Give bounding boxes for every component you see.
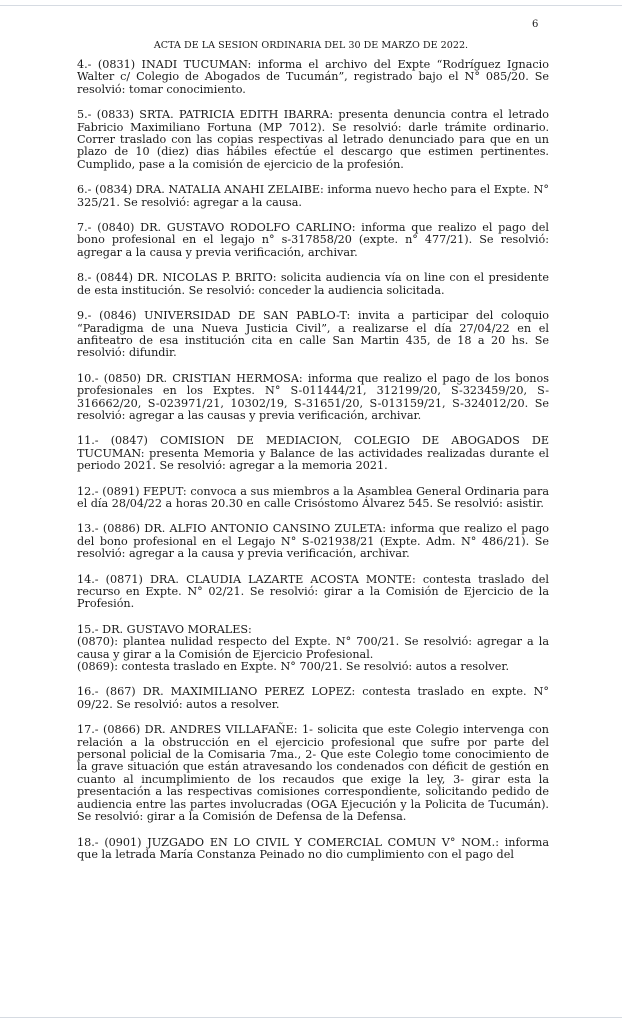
agenda-item-text: 10.- (0850) DR. CRISTIAN HERMOSA: informa que realizo el pago de los bonos profesionales en los Exptes. N° S-011444/21, 312199/20, S-323459/20, S- 316662/20, S-023971/21, 10302/19, S-31651/20, S-013159/21, S-324012/20. Se resolvió: agregar a las causas y previa verificación, archivar. (77, 371, 549, 422)
agenda-item-text: 18.- (0901) JUZGADO EN LO CIVIL Y COMERCIAL COMUN V° NOM.: informa que la letrada María Constanza Peinado no dio cumplimiento con el pago del (77, 835, 549, 861)
agenda-item-text: 17.- (0866) DR. ANDRES VILLAFAÑE: 1- solicita que este Colegio intervenga con relación a la obstrucción en el ejercicio profesional que sufre por parte del personal policial de la Comisaria 7ma., 2- Que este Colegio tome conocimiento de la grave situación que están atravesando los condenados con déficit de gestión en cuanto al incumplimiento de los recaudos que exige la ley, 3- girar esta la presentación a las respectivas comisiones correspondiente, solicitando pedido de audiencia entre las partes involucradas (OGA Ejecución y la Policita de Tucumán). Se resolvió: girar a la Comisión de Defensa de la Defensa. (77, 723, 549, 824)
agenda-item-text: 15.- DR. GUSTAVO MORALES: (77, 622, 252, 636)
agenda-item (77, 435, 549, 472)
agenda-item-text: 14.- (0871) DRA. CLAUDIA LAZARTE ACOSTA MONTE: contesta traslado del recurso en Expte. N° 02/21. Se resolvió: girar a la Comisión de Ejercicio de la Profesión. (77, 572, 549, 611)
agenda-item-text: 12.- (0891) FEPUT: convoca a sus miembros a la Asamblea General Ordinaria para el día 28/04/22 a horas 20.30 en calle Crisóstomo Álvarez 545. Se resolvió: asistir. (77, 484, 549, 510)
bottom-rule (0, 1017, 622, 1018)
agenda-item (77, 222, 549, 259)
agenda-item-text: 4.- (0831) INADI TUCUMAN: informa el archivo del Expte “Rodríguez Ignacio Walter c/ Colegio de Abogados de Tucumán”, registrado bajo el N° 085/20. Se resolvió: tomar conocimiento. (77, 58, 549, 96)
page-title: ACTA DE LA SESION ORDINARIA DEL 30 DE MARZO DE 2022. (153, 40, 469, 51)
agenda-item (77, 272, 549, 297)
agenda-item-text: 9.- (0846) UNIVERSIDAD DE SAN PABLO-T: invita a participar del coloquio “Paradigma de una Nueva Justicia Civil”, a realizarse el día 27/04/22 en el anfiteatro de esa institución cita en calle San Martin 435, de 18 a 20 hs. Se resolvió: difundir. (77, 309, 549, 360)
agenda-item-text: 5.- (0833) SRTA. PATRICIA EDITH IBARRA: presenta denuncia contra el letrado Fabricio Maximiliano Fortuna (MP 7012). Se resolvió: darle trámite ordinario. Correr traslado con las copias respectivas al letrado denunciado para que en un plazo de 10 (diez) dias hábiles efectúe el descargo que estimen pertinentes. Cumplido, pase a la comisión de ejercicio de la profesión. (77, 108, 549, 171)
agenda-item (77, 486, 549, 511)
agenda-item (77, 59, 549, 96)
agenda-item (77, 523, 549, 560)
agenda-item (77, 184, 549, 209)
top-rule (0, 5, 622, 6)
agenda-item (77, 109, 549, 171)
agenda-item (77, 686, 549, 711)
agenda-item-text: (0870): plantea nulidad respecto del Expte. N° 700/21. Se resolvió: agregar a la causa y girar a la Comisión de Ejercicio Profesional. (77, 635, 549, 661)
agenda-item (77, 310, 549, 360)
agenda-item-text: 13.- (0886) DR. ALFIO ANTONIO CANSINO ZULETA: informa que realizo el pago del bono profesional en el Legajo N° S-021938/21 (Expte. Adm. N° 486/21). Se resolvió: agregar a la causa y previa verificación, archivar. (77, 522, 549, 561)
agenda-item-text: 11.- (0847) COMISION DE MEDIACION, COLEGIO DE ABOGADOS DE TUCUMAN: presenta Memoria y Balance de las actividades realizadas durante el periodo 2021. Se resolvió: agregar a la memoria 2021. (77, 434, 549, 473)
agenda-item (77, 373, 549, 423)
agenda-item (77, 724, 549, 823)
agenda-item-text: 16.- (867) DR. MAXIMILIANO PEREZ LOPEZ: contesta traslado en expte. N° 09/22. Se resolvió: autos a resolver. (77, 685, 549, 711)
minutes-body (77, 59, 549, 874)
agenda-item (77, 574, 549, 611)
agenda-item-text: 6.- (0834) DRA. NATALIA ANAHI ZELAIBE: informa nuevo hecho para el Expte. N° 325/21. Se resolvió: agregar a la causa. (77, 183, 549, 209)
agenda-item (77, 624, 549, 674)
agenda-item (77, 837, 549, 862)
agenda-item-text: 7.- (0840) DR. GUSTAVO RODOLFO CARLINO: informa que realizo el pago del bono profesional en el legajo n° s-317858/20 (expte. n° 477/21). Se resolvió: agregar a la causa y previa verificación, archivar. (77, 221, 549, 259)
page-number: 6 (532, 19, 539, 30)
agenda-item-text: (0869): contesta traslado en Expte. N° 700/21. Se resolvió: autos a resolver. (77, 660, 510, 674)
agenda-item-text: 8.- (0844) DR. NICOLAS P. BRITO: solicita audiencia vía on line con el presidente de esta institución. Se resolvió: conceder la audiencia solicitada. (77, 271, 549, 297)
